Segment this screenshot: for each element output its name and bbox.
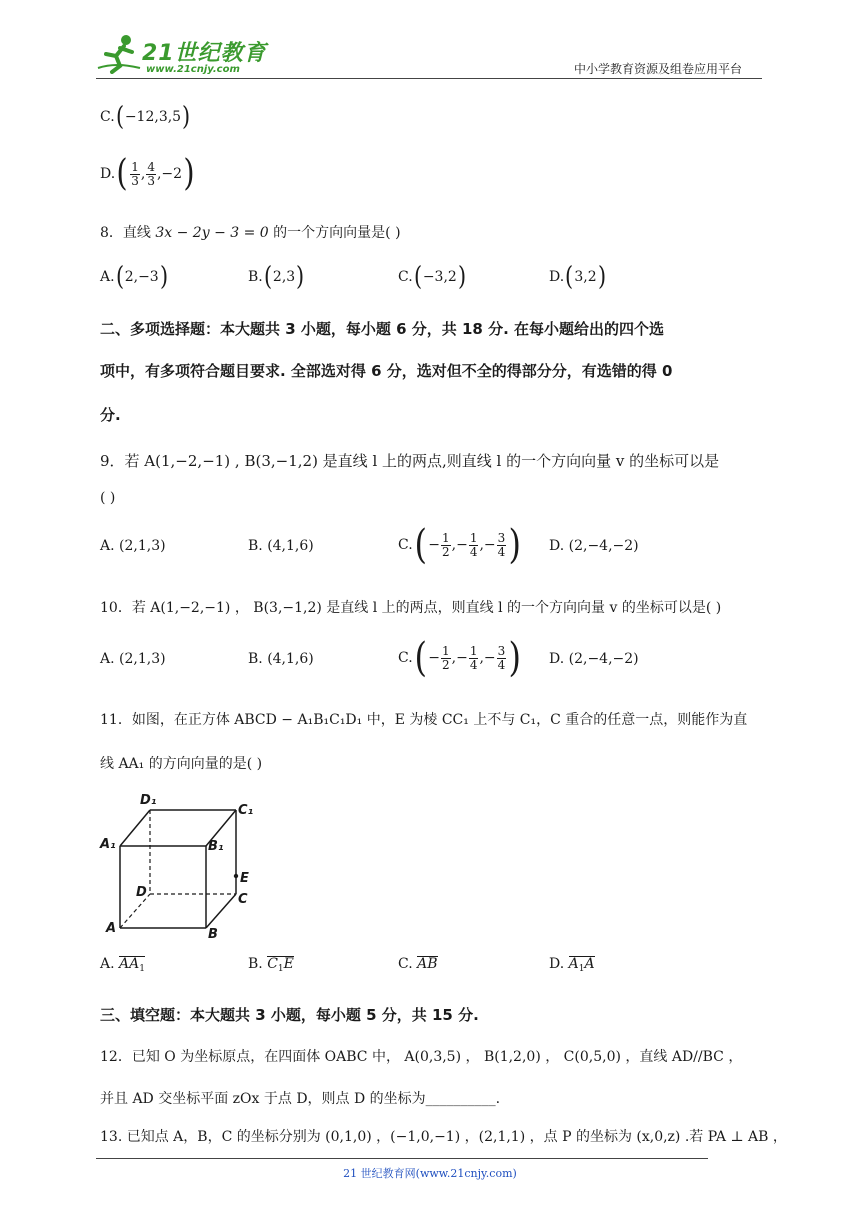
logo-runner-icon bbox=[96, 34, 144, 74]
q9-option-c: C.( − $\frac{1}{2}$ ,− $\frac{1}{4}$ ,− $\frac{3}{4}$ ) bbox=[398, 522, 522, 568]
label-A: A bbox=[106, 921, 117, 936]
logo bbox=[96, 34, 266, 78]
q8-option-a: A.(2,−3) bbox=[100, 262, 168, 292]
q7-d-frac1: $\frac{1}{3}$ bbox=[131, 159, 139, 188]
q7-option-c: C.(−12,3,5) bbox=[100, 102, 191, 132]
header-rule bbox=[96, 78, 762, 79]
label-B: B bbox=[208, 927, 218, 942]
q9-paren: ( ) bbox=[100, 490, 116, 506]
label-E: E bbox=[240, 871, 249, 886]
q11-option-b: B. $C_1E$ bbox=[248, 956, 294, 974]
footer-rule bbox=[96, 1158, 708, 1159]
q10-option-c: C.( − $\frac{1}{2}$ ,− $\frac{1}{4}$ ,− $\frac{3}{4}$ ) bbox=[398, 635, 522, 681]
q10-stem: 10．若 A(1,−2,−1) ， B(3,−1,2) 是直线 l 上的两点，则直线 l 的一个方向向量 v 的坐标可以是( ) bbox=[100, 600, 722, 616]
q7-d-frac2: $\frac{4}{3}$ bbox=[147, 159, 155, 188]
label-A1: A₁ bbox=[100, 837, 116, 852]
cube-figure bbox=[96, 788, 276, 948]
label-C: C bbox=[238, 892, 248, 907]
q12-line2: 并且 AD 交坐标平面 zOx 于点 D，则点 D 的坐标为__________. bbox=[100, 1091, 501, 1107]
q9-option-a: A. (2,1,3) bbox=[100, 538, 166, 554]
q11-option-d: D. $A_1A$ bbox=[549, 956, 595, 974]
platform-name: 中小学教育资源及组卷应用平台 bbox=[574, 62, 743, 76]
label-D: D bbox=[136, 885, 147, 900]
q9-option-d: D. (2,−4,−2) bbox=[549, 538, 639, 554]
q11-option-c: C. AB bbox=[398, 956, 438, 972]
q12-line1: 12．已知 O 为坐标原点，在四面体 OABC 中， A(0,3,5) ， B(1,2,0) ， C(0,5,0) ，直线 AD//BC ， bbox=[100, 1049, 743, 1065]
section2-line1: 二、多项选择题：本大题共 3 小题，每小题 6 分，共 18 分. 在每小题给出的四个选 bbox=[100, 320, 665, 338]
q9-option-b: B. (4,1,6) bbox=[248, 538, 314, 554]
q9-stem: 9．若 A(1,−2,−1) , B(3,−1,2) 是直线 l 上的两点,则直线 l 的一个方向向量 v 的坐标可以是 bbox=[100, 452, 720, 470]
logo-url-text: www.21cnjy.com bbox=[146, 64, 240, 75]
logo-main-text: 21世纪教育 bbox=[142, 41, 267, 66]
q10-option-d: D. (2,−4,−2) bbox=[549, 651, 639, 667]
label-C1: C₁ bbox=[238, 803, 254, 818]
label-B1: B₁ bbox=[208, 839, 224, 854]
section3-heading: 三、填空题：本大题共 3 小题，每小题 5 分，共 15 分. bbox=[100, 1006, 479, 1024]
q11-line1: 11．如图，在正方体 ABCD − A₁B₁C₁D₁ 中，E 为棱 CC₁ 上不与 C₁，C 重合的任意一点，则能作为直 bbox=[100, 712, 748, 728]
q8-option-c: C.(−3,2) bbox=[398, 262, 466, 292]
q10-option-a: A. (2,1,3) bbox=[100, 651, 166, 667]
q8-stem: 8．直线 3x − 2y − 3 = 0 的一个方向向量是( ) bbox=[100, 225, 401, 241]
q10-option-b: B. (4,1,6) bbox=[248, 651, 314, 667]
q8-option-b: B.(2,3) bbox=[248, 262, 305, 292]
q11-option-a: A. $AA_1$ bbox=[100, 956, 145, 974]
q7-option-d: D.( $\frac{1}{3}$ , $\frac{4}{3}$ ,−2) bbox=[100, 153, 195, 194]
section2-line2: 项中，有多项符合题目要求. 全部选对得 6 分，选对但不全的得部分分，有选错的得 0 bbox=[100, 362, 673, 380]
section2-line3: 分. bbox=[100, 406, 121, 424]
q8-option-d: D.(3,2) bbox=[549, 262, 606, 292]
footer-link[interactable]: 21 世纪教育网(www.21cnjy.com) bbox=[343, 1167, 517, 1180]
q11-line2: 线 AA₁ 的方向向量的是( ) bbox=[100, 756, 263, 772]
q7-c-value: −12,3,5 bbox=[124, 109, 182, 125]
label-D1: D₁ bbox=[140, 793, 157, 808]
q13-line1: 13. 已知点 A，B，C 的坐标分别为 (0,1,0) ，(−1,0,−1) ，(2,1,1) ，点 P 的坐标为 (x,0,z) .若 PA ⊥ AB ， bbox=[100, 1129, 787, 1145]
q8-equation: 3x − 2y − 3 = 0 bbox=[155, 225, 269, 241]
